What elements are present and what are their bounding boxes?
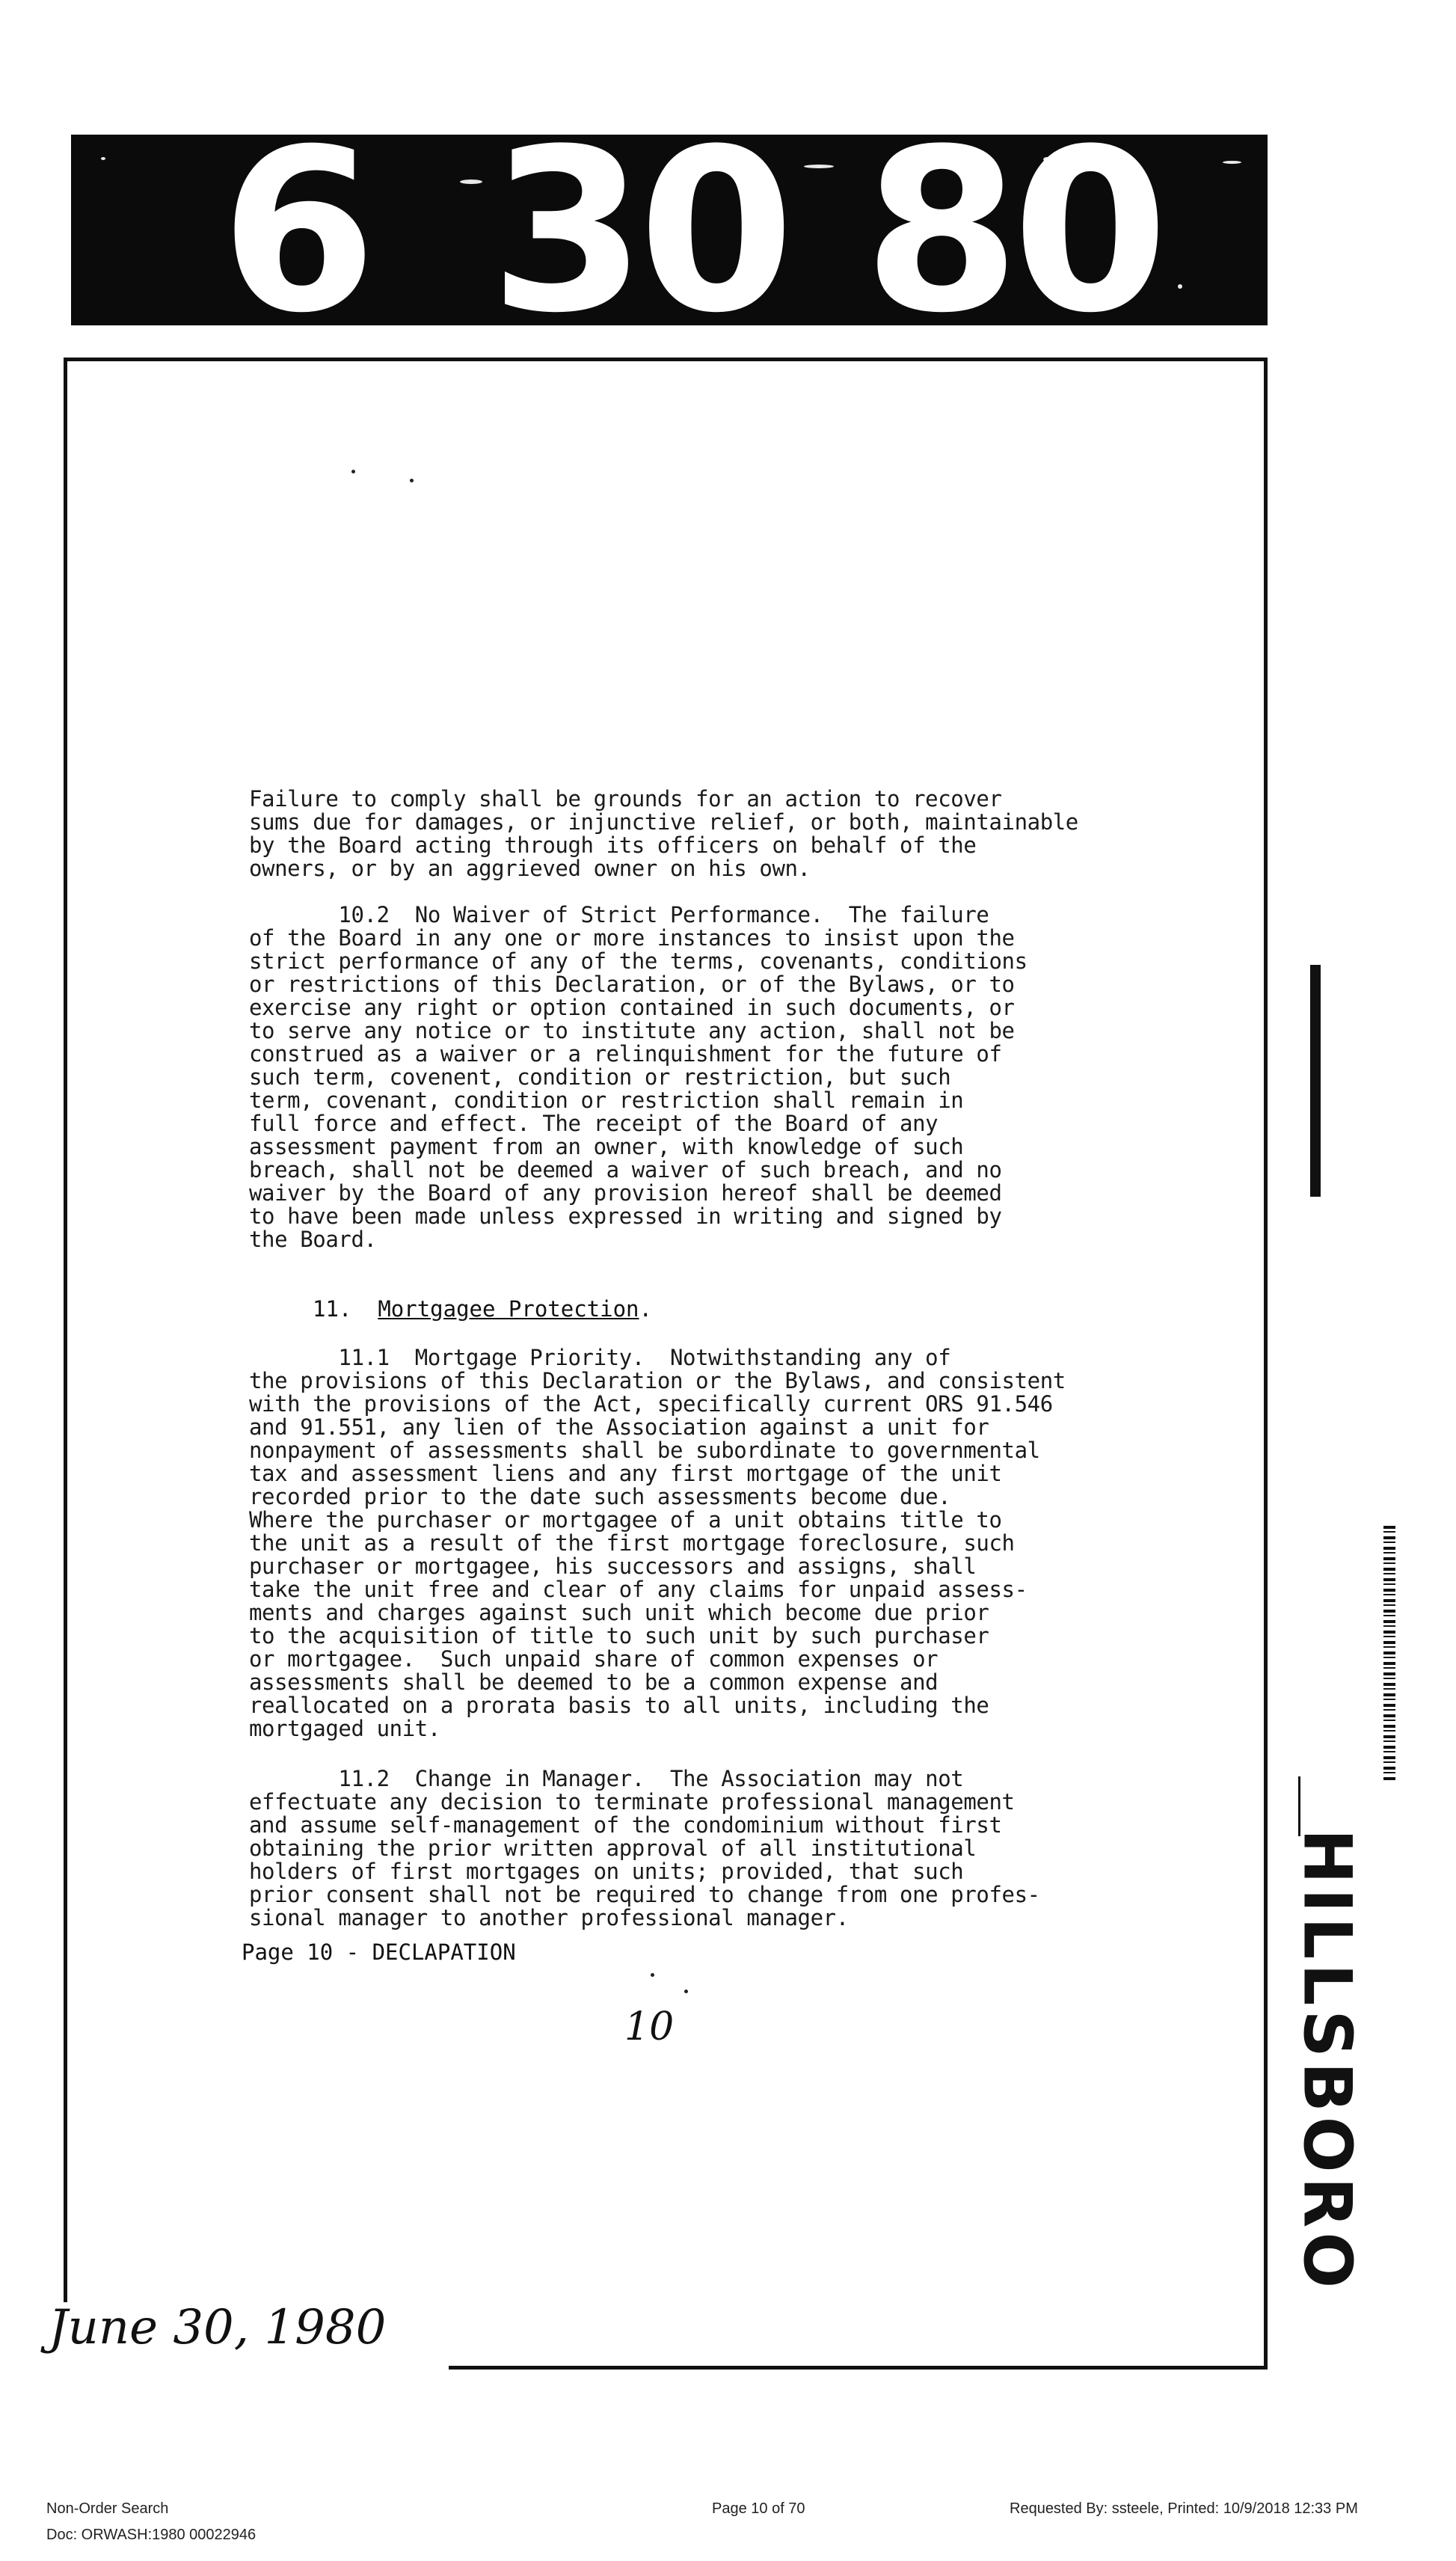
page-label: Page 10 - DECLAPATION: [242, 1939, 516, 1965]
margin-barcode: [1383, 1526, 1395, 1780]
hillsboro-stamp-text: HILLSBORO: [1288, 1828, 1366, 2293]
section-period: .: [639, 1296, 652, 1322]
handwritten-date: June 30, 1980: [49, 2300, 387, 2355]
section-11-heading: [313, 1298, 652, 1321]
section-number: 11.: [313, 1296, 352, 1322]
handwritten-page-number: 10: [624, 2005, 675, 2049]
banner-speck: [1178, 284, 1182, 289]
section-title: Mortgagee Protection: [378, 1296, 639, 1322]
banner-number-month: 6: [221, 135, 369, 325]
banner-speck: [460, 180, 482, 184]
scan-dust: [651, 1973, 654, 1977]
paragraph-11-2-change-in-manager: 11.2 Change in Manager. The Association may not effectuate any decision to terminate professional management and assume self-management of the condominium without first obtaining the prior written approval of all institutional holders of first mortgages on units; provided, that such prior consent shall not be required to change from one profes- sional manager to another professional manager.: [249, 1766, 1040, 1930]
footer-page-count: Page 10 of 70: [712, 2500, 805, 2517]
paragraph-11-1-mortgage-priority: 11.1 Mortgage Priority. Notwithstanding any of the provisions of this Declaration or the Bylaws, and consistent with the provisions of the Act, specifically current ORS 91.546 and 91.551, any lien of the Association against a unit for nonpayment of assessments shall be subordinate to governmental tax and assessment liens and any first mortgage of the unit recorded prior to the date such assessments become due. Where the purchaser or mortgagee of a unit obtains title to the unit as a result of the first mortgage foreclosure, such purchaser or mortgagee, his successors and assigns, shall take the unit free and clear of any claims for unpaid assess- ments and charges against such unit which become due prior to the acquisition of title to such unit by such purchaser or mortgagee. Such unpaid share of common expenses or assessments shall be deemed to be a common expense and reallocated on a prorata basis to all units, including the mortgaged unit.: [249, 1345, 1066, 1741]
scan-dust: [410, 479, 414, 482]
banner-speck: [1223, 161, 1241, 164]
scan-dust: [351, 470, 355, 473]
banner-speck: [804, 165, 834, 168]
footer-requested-by: Requested By: ssteele, Printed: 10/9/2018 12:33 PM: [1010, 2500, 1358, 2517]
paragraph-10-2-no-waiver: 10.2 No Waiver of Strict Performance. The failure of the Board in any one or more instances to insist upon the strict performance of any of the terms, covenants, conditions or restrictions of this Declaration, or of the Bylaws, or to exercise any right or option contained in such documents, or to serve any notice or to institute any action, shall not be construed as a waiver or a relinquishment for the future of such term, covenent, condition or restriction, but such term, covenant, condition or restriction shall remain in full force and effect. The receipt of the Board of any assessment payment from an owner, with knowledge of such breach, shall not be deemed a waiver of such breach, and no waiver by the Board of any provision hereof shall be deemed to have been made unless expressed in writing and signed by the Board.: [249, 902, 1028, 1252]
banner-number-year: 80: [864, 135, 1161, 325]
hillsboro-stamp: [1271, 1828, 1383, 2293]
scan-dust: [684, 1990, 688, 1993]
frame-top-rule: [64, 358, 1268, 361]
frame-left-rule: [64, 358, 67, 2302]
margin-rule: [1298, 1776, 1300, 1836]
banner-number-day: 30: [490, 135, 787, 325]
paragraph-failure-to-comply: Failure to comply shall be grounds for an action to recover sums due for damages, or injunctive relief, or both, maintainable by the Board acting through its officers on behalf of the owners, or by an aggrieved owner on his own.: [249, 786, 1078, 881]
footer-doc-id: Doc: ORWASH:1980 00022946: [46, 2527, 257, 2543]
banner-speck: [101, 157, 105, 160]
margin-bar: [1310, 965, 1321, 1197]
frame-bottom-rule: [449, 2366, 1268, 2370]
date-banner: [71, 135, 1268, 325]
footer-search-type: Non-Order Search: [46, 2500, 169, 2517]
frame-right-rule: [1264, 358, 1268, 2370]
